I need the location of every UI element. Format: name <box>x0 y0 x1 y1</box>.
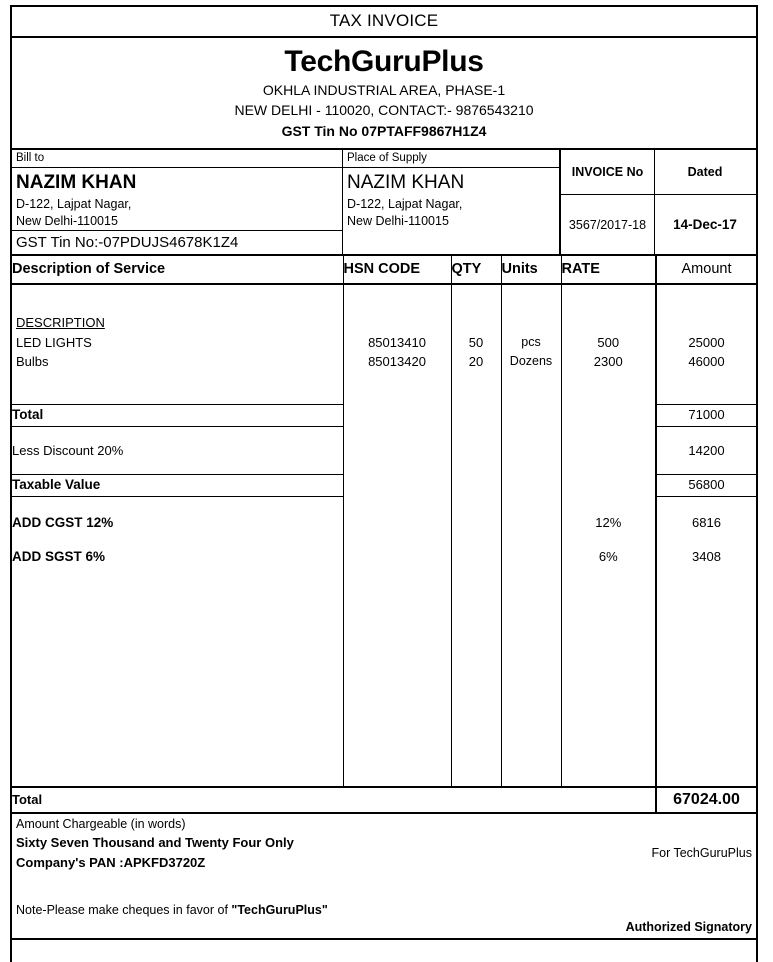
filler-amount <box>656 574 756 787</box>
cell-units <box>501 284 561 404</box>
cgst-amount: 6816 <box>692 515 721 530</box>
cell-description <box>12 284 343 404</box>
tax-top-spacer-units <box>501 496 561 506</box>
units-stack <box>502 285 561 371</box>
place-of-supply-spacer <box>343 234 559 254</box>
document-title: TAX INVOICE <box>12 7 756 38</box>
bill-to-block <box>12 150 343 254</box>
item-units-1: Dozens <box>509 354 553 368</box>
item-hsn-0: 85013410 <box>368 335 426 350</box>
discount-label: Less Discount 20% <box>12 426 343 474</box>
taxable-value-amount: 56800 <box>656 474 756 496</box>
taxable-value-row <box>12 474 756 496</box>
discount-row <box>12 426 756 474</box>
invoice-meta-block <box>561 150 756 254</box>
rate-stack <box>562 285 656 371</box>
sgst-amount: 3408 <box>692 549 721 564</box>
item-amount-0: 25000 <box>688 335 725 350</box>
item-qty-1: 20 <box>468 354 484 369</box>
hsn-stack <box>344 285 451 371</box>
column-header-description: Description of Service <box>12 256 343 284</box>
line-items-table <box>12 256 756 814</box>
company-address-line-1: OKHLA INDUSTRIAL AREA, PHASE-1 <box>262 82 506 98</box>
place-of-supply-address-line-2: New Delhi-110015 <box>347 214 449 228</box>
tax-row-cgst <box>12 506 756 540</box>
grand-total-row <box>12 787 756 813</box>
column-header-qty: QTY <box>451 256 501 284</box>
discount-amount: 14200 <box>656 426 756 474</box>
item-rate-0: 500 <box>597 335 620 350</box>
tax-top-spacer-rate <box>561 496 656 506</box>
invoice-number-label: INVOICE No <box>561 150 655 194</box>
tax-top-spacer-row <box>12 496 756 506</box>
bill-to-address-line-2: New Delhi-110015 <box>16 214 118 228</box>
cell-amount <box>656 284 756 404</box>
description-heading: DESCRIPTION <box>16 315 105 330</box>
item-description-1: Bulbs <box>16 354 49 369</box>
column-header-amount: Amount <box>656 256 756 284</box>
company-address-line-2: NEW DELHI - 110020, CONTACT:- 9876543210 <box>234 102 534 118</box>
cheque-note-prefix: Note-Please make cheques in favor of <box>16 903 232 917</box>
taxable-spacer-rate <box>561 474 656 496</box>
cgst-rate: 12% <box>561 506 656 540</box>
place-of-supply-address-line-1: D-122, Lajpat Nagar, <box>347 197 463 211</box>
item-rate-1: 2300 <box>593 354 623 369</box>
bill-to-address-line-1: D-122, Lajpat Nagar, <box>16 197 132 211</box>
filler-rate <box>561 574 656 787</box>
item-amount-1: 46000 <box>688 354 725 369</box>
tax-top-spacer-amount <box>656 496 756 506</box>
item-units-0: pcs <box>521 335 541 349</box>
for-company-label: For TechGuruPlus <box>651 846 752 860</box>
sgst-spacer-units <box>501 540 561 574</box>
company-name: TechGuruPlus <box>284 45 484 78</box>
party-and-invoice-meta <box>12 150 756 256</box>
cgst-spacer-units <box>501 506 561 540</box>
subtotal-spacer-hsn <box>343 404 451 426</box>
column-header-units: Units <box>501 256 561 284</box>
sgst-spacer-hsn <box>343 540 451 574</box>
filler-row <box>12 574 756 787</box>
cgst-label: ADD CGST 12% <box>12 506 343 540</box>
invoice-date-label: Dated <box>687 165 723 179</box>
company-gst-number: GST Tin No 07PTAFF9867H1Z4 <box>281 123 487 139</box>
item-hsn-1: 85013420 <box>368 354 426 369</box>
grand-total-label: Total <box>12 787 656 813</box>
filler-hsn <box>343 574 451 787</box>
subtotal-label: Total <box>12 404 343 426</box>
invoice-footer <box>12 814 756 940</box>
discount-spacer-rate <box>561 426 656 474</box>
filler-qty <box>451 574 501 787</box>
column-header-rate: RATE <box>561 256 656 284</box>
description-stack <box>12 285 343 371</box>
authorized-signatory-label: Authorized Signatory <box>625 920 752 934</box>
discount-spacer-qty <box>451 426 501 474</box>
taxable-spacer-hsn <box>343 474 451 496</box>
item-description-0: LED LIGHTS <box>16 335 92 350</box>
tax-top-spacer-qty <box>451 496 501 506</box>
cell-qty <box>451 284 501 404</box>
company-pan: Company's PAN :APKFD3720Z <box>16 855 206 870</box>
column-header-hsn-code: HSN CODE <box>343 256 451 284</box>
grand-total-amount: 67024.00 <box>656 787 756 813</box>
subtotal-spacer-qty <box>451 404 501 426</box>
filler-units <box>501 574 561 787</box>
cheque-note <box>16 901 328 919</box>
cgst-spacer-hsn <box>343 506 451 540</box>
filler-desc <box>12 574 343 787</box>
item-qty-0: 50 <box>468 335 484 350</box>
subtotal-spacer-rate <box>561 404 656 426</box>
invoice-meta-header-row <box>561 150 756 195</box>
invoice-meta-value-row <box>561 195 756 254</box>
sgst-label: ADD SGST 6% <box>12 540 343 574</box>
amount-in-words-value: Sixty Seven Thousand and Twenty Four Only <box>16 835 294 850</box>
amount-in-words-label: Amount Chargeable (in words) <box>16 817 186 831</box>
company-header <box>12 38 756 150</box>
invoice-number-value: 3567/2017-18 <box>561 195 655 254</box>
bill-to-label: Bill to <box>12 150 342 168</box>
sgst-spacer-qty <box>451 540 501 574</box>
cell-hsn-code <box>343 284 451 404</box>
place-of-supply-label: Place of Supply <box>343 150 559 168</box>
cheque-note-company: "TechGuruPlus" <box>231 903 328 917</box>
place-of-supply-name: NAZIM KHAN <box>347 172 465 193</box>
subtotal-spacer-units <box>501 404 561 426</box>
taxable-spacer-units <box>501 474 561 496</box>
table-header-row <box>12 256 756 284</box>
amount-stack <box>657 285 756 371</box>
cgst-spacer-qty <box>451 506 501 540</box>
sgst-rate: 6% <box>561 540 656 574</box>
subtotal-row <box>12 404 756 426</box>
footer-blank-strip <box>12 940 756 962</box>
subtotal-amount: 71000 <box>656 404 756 426</box>
tax-top-spacer-desc <box>12 496 343 506</box>
taxable-value-label: Taxable Value <box>12 474 343 496</box>
bill-to-name: NAZIM KHAN <box>16 172 137 193</box>
invoice-date-value: 14-Dec-17 <box>673 217 737 232</box>
tax-top-spacer-hsn <box>343 496 451 506</box>
taxable-spacer-qty <box>451 474 501 496</box>
discount-spacer-hsn <box>343 426 451 474</box>
table-row <box>12 284 756 404</box>
place-of-supply-block <box>343 150 561 254</box>
cell-rate <box>561 284 656 404</box>
invoice-document <box>10 5 758 962</box>
discount-spacer-units <box>501 426 561 474</box>
bill-to-gst-number: GST Tin No:-07PDUJS4678K1Z4 <box>12 230 342 254</box>
qty-stack <box>452 285 501 371</box>
tax-row-sgst <box>12 540 756 574</box>
